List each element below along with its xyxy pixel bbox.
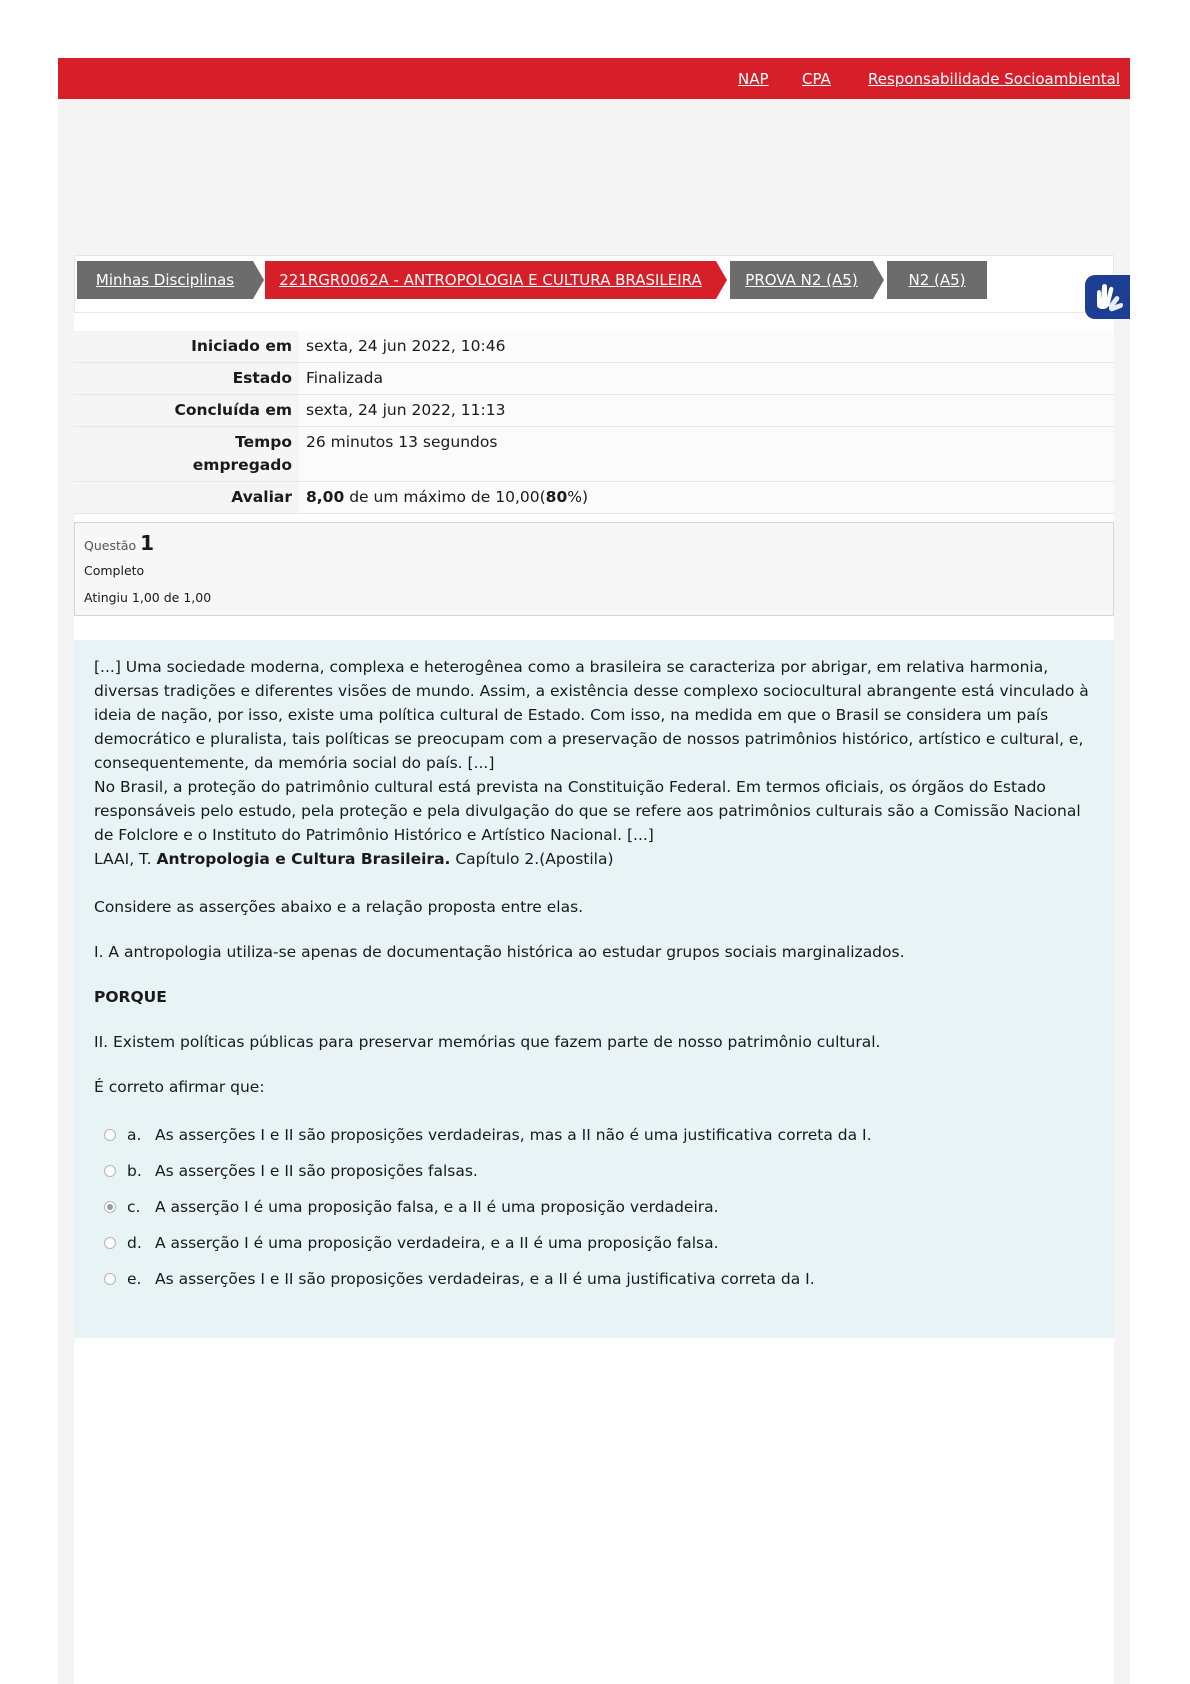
nav-link-socioambiental[interactable]: Responsabilidade Socioambiental [868, 70, 1121, 88]
sign-language-hands-icon [1085, 304, 1130, 323]
question-paragraph: No Brasil, a proteção do patrimônio cultural está prevista na Constituição Federal. Em termos oficiais, os órgãos do Estado responsáveis pelo estudo, pela proteção e pela divulgação do que se refere aos patrimônios culturais são a Comissão Nacional de Folclore e o Instituto do Patrimônio Histórico e Artístico Nacional. [...] [94, 778, 1081, 844]
question-number [84, 531, 1104, 555]
radio-button[interactable] [104, 1273, 116, 1285]
question-ask: É correto afirmar que: [94, 1078, 265, 1096]
summary-row-time [74, 427, 1114, 482]
question-prompt: Considere as asserções abaixo e a relação proposta entre elas. [94, 898, 584, 916]
question-info-box [74, 522, 1114, 616]
option-letter: a. [127, 1126, 142, 1144]
breadcrumb [74, 255, 1114, 313]
grade-score: 8,00 [306, 488, 345, 506]
top-nav-bar [58, 58, 1130, 99]
nav-link-cpa[interactable]: CPA [802, 70, 831, 88]
summary-label: Avaliar [74, 482, 299, 514]
option-text: As asserções I e II são proposições verdadeiras, e a II é uma justificativa correta da I. [155, 1270, 815, 1288]
question-citation [94, 847, 1094, 871]
summary-value: sexta, 24 jun 2022, 11:13 [299, 395, 1114, 427]
page-frame [58, 58, 1130, 1684]
breadcrumb-course[interactable]: 221RGR0062A - ANTROPOLOGIA E CULTURA BRASILEIRA [265, 261, 716, 299]
option-text: As asserções I e II são proposições verdadeiras, mas a II não é uma justificativa correta da I. [155, 1126, 872, 1144]
option-letter: d. [127, 1234, 142, 1252]
question-paragraph: [...] Uma sociedade moderna, complexa e heterogênea como a brasileira se caracteriza por abrigar, em relativa harmonia, diversas tradições e diferentes visões de mundo. Assim, a existência desse complexo sociocultural abrangente está vinculado à ideia de nação, por isso, existe uma política cultural de Estado. Com isso, na medida em que o Brasil se considera um país democrático e pluralista, tais políticas se preocupam com a preservação de nossos patrimônios histórico, artístico e cultural, e, consequentemente, da memória social do país. [...] [94, 658, 1089, 772]
assertion-one: I. A antropologia utiliza-se apenas de documentação histórica ao estudar grupos sociais marginalizados. [94, 943, 905, 961]
summary-row-completed [74, 395, 1114, 427]
breadcrumb-exam[interactable]: PROVA N2 (A5) [730, 261, 873, 299]
breadcrumb-chevron [873, 261, 884, 299]
question-state: Completo [84, 563, 145, 578]
summary-value: Finalizada [299, 363, 1114, 395]
attempt-summary-table [74, 331, 1114, 514]
summary-row-started [74, 331, 1114, 363]
nav-link-nap[interactable]: NAP [738, 70, 769, 88]
option-text: A asserção I é uma proposição falsa, e a II é uma proposição verdadeira. [155, 1198, 719, 1216]
breadcrumb-my-courses[interactable]: Minhas Disciplinas [77, 261, 253, 299]
answer-options [94, 1123, 1094, 1303]
option-letter: e. [127, 1270, 142, 1288]
summary-label: Tempo empregado [74, 427, 299, 482]
question-mark: Atingiu 1,00 de 1,00 [84, 590, 212, 605]
radio-button[interactable] [104, 1237, 116, 1249]
citation-rest: Capítulo 2.(Apostila) [450, 850, 614, 868]
question-label: Questão [84, 538, 137, 553]
option-text: A asserção I é uma proposição verdadeira, e a II é uma proposição falsa. [155, 1234, 719, 1252]
radio-button[interactable] [104, 1165, 116, 1177]
summary-value [299, 482, 1114, 514]
question-text-area [74, 640, 1114, 1338]
assertion-connector: PORQUE [94, 988, 167, 1006]
citation-title: Antropologia e Cultura Brasileira. [156, 850, 451, 868]
answer-option-d[interactable] [94, 1231, 1094, 1267]
radio-button[interactable] [104, 1129, 116, 1141]
breadcrumb-chevron [716, 261, 727, 299]
answer-option-b[interactable] [94, 1159, 1094, 1195]
breadcrumb-chevron [253, 261, 264, 299]
breadcrumb-attempt[interactable]: N2 (A5) [887, 261, 987, 299]
summary-value: 26 minutos 13 segundos [299, 427, 1114, 482]
grade-percent: 80 [545, 488, 568, 506]
summary-row-grade [74, 482, 1114, 514]
assertion-two: II. Existem políticas públicas para preservar memórias que fazem parte de nosso patrimônio cultural. [94, 1033, 881, 1051]
option-letter: b. [127, 1162, 142, 1180]
option-letter: c. [127, 1198, 141, 1216]
radio-button-selected[interactable] [104, 1201, 116, 1213]
summary-label: Concluída em [74, 395, 299, 427]
summary-label: Iniciado em [74, 331, 299, 363]
summary-value: sexta, 24 jun 2022, 10:46 [299, 331, 1114, 363]
summary-label: Estado [74, 363, 299, 395]
answer-option-c[interactable] [94, 1195, 1094, 1231]
answer-option-a[interactable] [94, 1123, 1094, 1159]
grade-end: %) [567, 488, 589, 506]
grade-text: de um máximo de 10,00( [349, 488, 546, 506]
main-content [74, 255, 1114, 1684]
answer-option-e[interactable] [94, 1267, 1094, 1303]
question-number-value: 1 [140, 531, 155, 555]
citation-author: LAAI, T. [94, 850, 157, 868]
option-text: As asserções I e II são proposições falsas. [155, 1162, 478, 1180]
accessibility-widget-button[interactable] [1085, 275, 1130, 319]
summary-row-state [74, 363, 1114, 395]
